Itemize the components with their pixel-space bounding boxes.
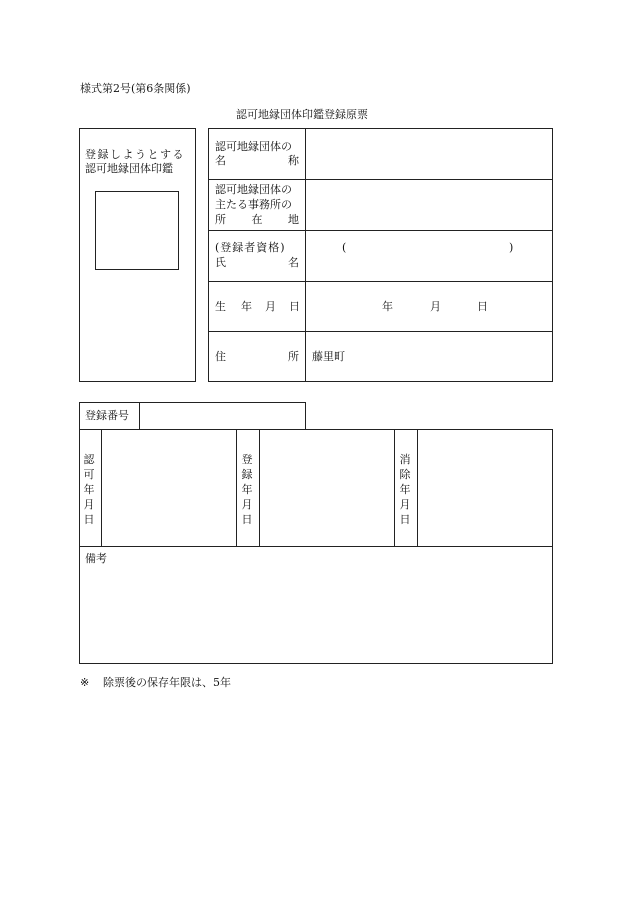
deletion-date-field[interactable] <box>418 430 552 546</box>
registration-number-label: 登録番号 <box>85 409 129 422</box>
office-label-line1: 認可地縁団体の <box>215 183 292 196</box>
address-label: 住 所 <box>215 350 299 363</box>
row-divider <box>208 230 553 231</box>
dob-day-unit: 日 <box>477 300 488 313</box>
col-divider <box>236 429 237 547</box>
seal-impression-area[interactable] <box>95 191 179 270</box>
dob-day-field[interactable] <box>444 282 476 331</box>
org-name-label-line2: 名 称 <box>215 154 299 167</box>
footnote-text: 除票後の保存年限は、5年 <box>103 676 231 689</box>
registration-date-label: 登録年月日 <box>241 453 253 526</box>
remarks-field[interactable] <box>80 568 552 663</box>
qualification-paren-close: ) <box>509 241 514 254</box>
office-address-field[interactable] <box>306 180 552 230</box>
dob-year-unit: 年 <box>382 300 393 313</box>
dob-label-char: 年 <box>241 300 252 313</box>
seal-box-label-line1: 登録しようとする <box>85 148 185 161</box>
dob-label-char: 月 <box>265 300 276 313</box>
registrant-name-field[interactable] <box>306 258 552 280</box>
dob-month-unit: 月 <box>430 300 441 313</box>
registration-number-field[interactable] <box>140 403 305 429</box>
form-title: 認可地縁団体印鑑登録原票 <box>236 108 368 121</box>
registration-date-field[interactable] <box>260 430 394 546</box>
col-divider <box>394 429 395 547</box>
approval-date-field[interactable] <box>102 430 236 546</box>
qualification-paren-open: ( <box>342 241 347 254</box>
dates-remarks-divider <box>79 546 553 547</box>
org-name-label-line1: 認可地縁団体の <box>215 140 292 153</box>
org-name-field[interactable] <box>306 129 552 179</box>
footnote-mark: ※ <box>80 676 90 689</box>
approval-date-label: 認可年月日 <box>83 453 95 526</box>
dob-month-field[interactable] <box>396 282 428 331</box>
qualification-field[interactable] <box>352 237 504 257</box>
registrant-qualification-label: (登録者資格) <box>215 241 286 254</box>
registrant-name-label: 氏 名 <box>215 256 299 269</box>
seal-box-label-line2: 認可地縁団体印鑑 <box>85 162 173 175</box>
row-divider <box>208 331 553 332</box>
office-label-line2: 主たる事務所の <box>215 198 292 211</box>
form-number: 様式第2号(第6条関係) <box>80 82 191 95</box>
dob-label-char: 生 <box>215 300 226 313</box>
dob-year-field[interactable] <box>306 282 382 331</box>
dob-label-char: 日 <box>289 300 300 313</box>
remarks-label: 備考 <box>85 552 107 565</box>
address-value[interactable]: 藤里町 <box>312 350 345 363</box>
office-label-line3: 所 在 地 <box>215 213 299 226</box>
deletion-date-label: 消除年月日 <box>399 453 411 526</box>
